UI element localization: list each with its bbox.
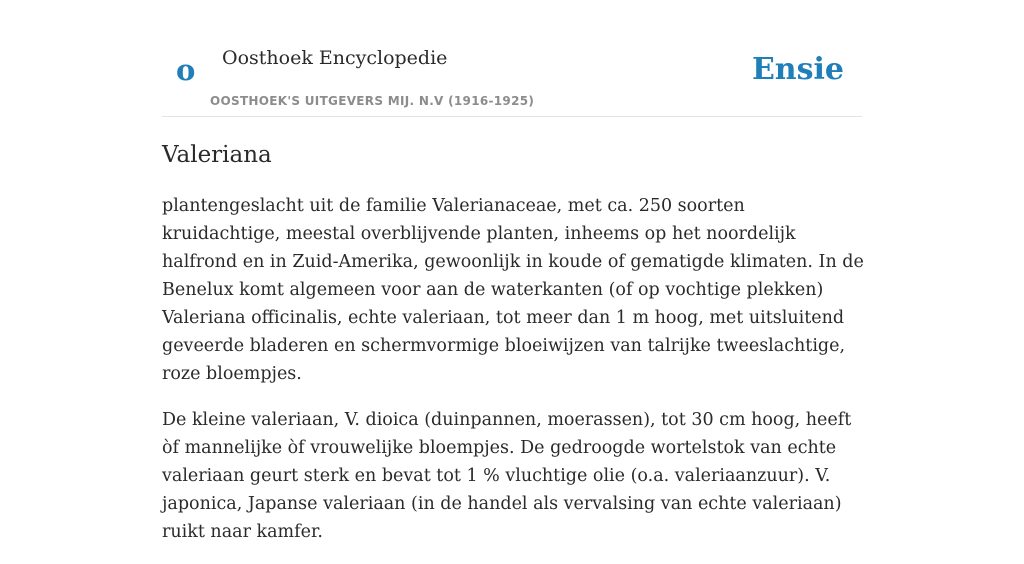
entry-paragraph: De kleine valeriaan, V. dioica (duinpannen, moerassen), tot 30 cm hoog, heeft òf mannelijke òf vrouwelijke bloempjes. De gedroogde wortelstok van echte valeriaan geurt sterk en bevat tot 1 % vluchtige olie (o.a. valeriaanzuur). V. japonica, Japanse valeriaan (in de handel als vervalsing van echte valeriaan) ruikt naar kamfer. xyxy=(162,410,852,542)
source-logo[interactable]: o xyxy=(176,53,196,87)
source-title[interactable]: Oosthoek Encyclopedie xyxy=(222,47,448,69)
source-subtitle: OOSTHOEK'S UITGEVERS MIJ. N.V (1916-1925) xyxy=(210,94,535,108)
entry-paragraph: plantengeslacht uit de familie Valerianaceae, met ca. 250 soorten kruidachtige, meestal overblijvende planten, inheems op het noordelijk halfrond en in Zuid-Amerika, gewoonlijk in koude of gematigde klimaten. In de Benelux komt algemeen voor aan de waterkanten (of op vochtige plekken) Valeriana officinalis, echte valeriaan, tot meer dan 1 m hoog, met uitsluitend geveerde bladeren en schermvormige bloeiwijzen van talrijke tweeslachtige, roze bloempjes. xyxy=(162,196,864,384)
entry-body xyxy=(162,192,864,564)
brand-logo[interactable]: Ensie xyxy=(751,52,844,87)
source-header xyxy=(162,0,862,117)
entry-title: Valeriana xyxy=(162,142,272,168)
